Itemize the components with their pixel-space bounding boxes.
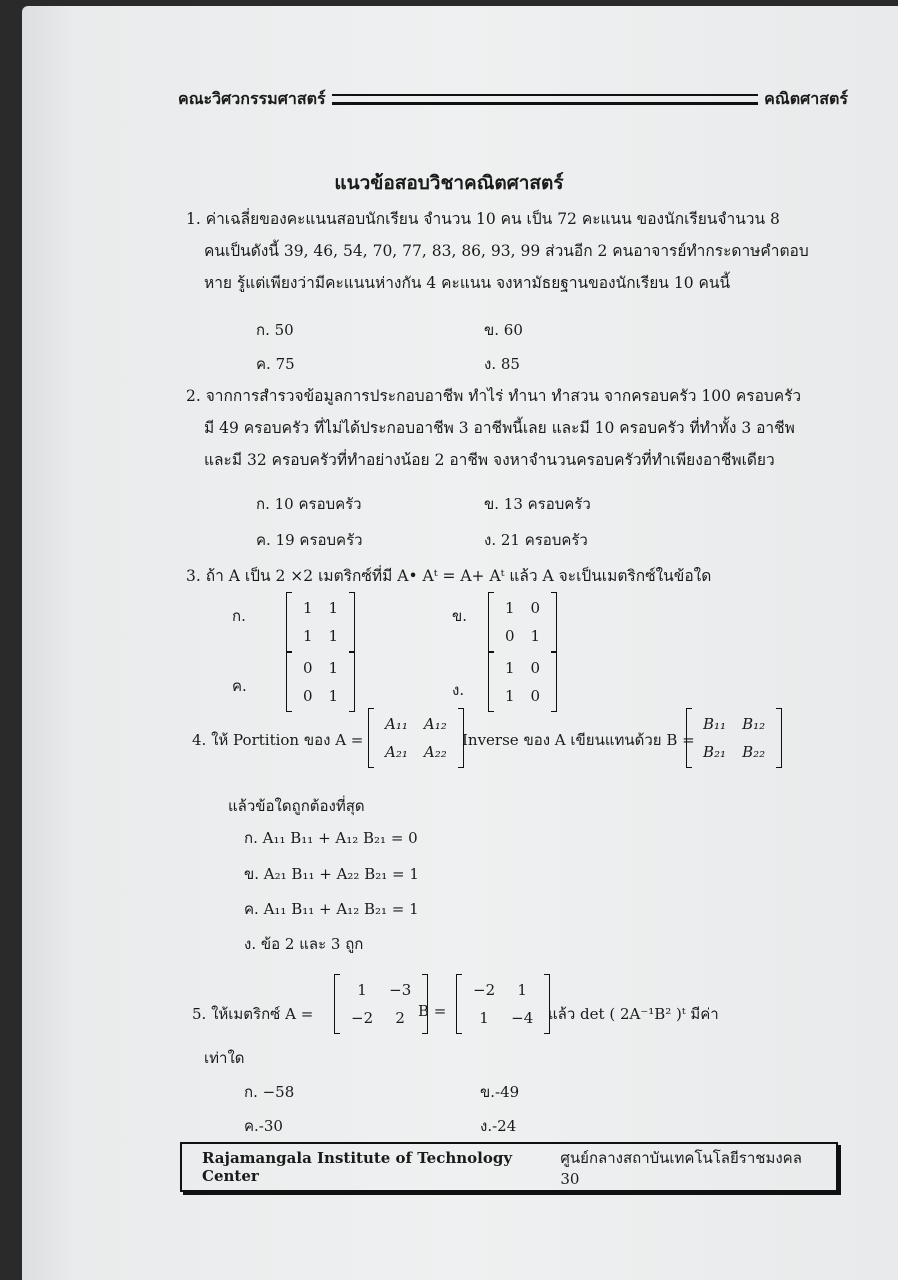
matrix-cell: 1 [479, 1009, 489, 1027]
matrix-cell: 1 [530, 627, 541, 645]
question-5-b-label: B = [418, 1002, 447, 1020]
q4-matrix-b [686, 708, 782, 768]
matrix-cell: 1 [328, 659, 339, 677]
matrix-cell: 0 [530, 659, 541, 677]
matrix-cell: 1 [517, 981, 527, 999]
matrix-cell: 1 [328, 599, 339, 617]
q5-matrix-a [334, 974, 428, 1034]
matrix-cell: 1 [505, 599, 515, 617]
q1-choice-a: ก. 50 [256, 321, 294, 339]
question-2-line-2: มี 49 ครอบครัว ที่ไม่ได้ประกอบอาชีพ 3 อาชีพนี้เลย และมี 10 ครอบครัว ที่ทำทั้ง 3 อาชีพ [204, 419, 795, 437]
question-2-line-3: และมี 32 ครอบครัวที่ทำอย่างน้อย 2 อาชีพ จงหาจำนวนครอบครัวที่ทำเพียงอาชีพเดียว [204, 451, 775, 469]
header-rule [332, 94, 759, 105]
matrix-cell: A₂₂ [423, 743, 447, 761]
q5-choice-d: ง.-24 [480, 1117, 517, 1135]
matrix-cell: 1 [357, 981, 367, 999]
question-3 [186, 560, 711, 592]
matrix-cell: 0 [530, 599, 541, 617]
question-1 [186, 203, 809, 299]
footer-institute-en: Rajamangala Institute of Technology Center [202, 1149, 513, 1185]
matrix-cell: B₂₂ [742, 743, 766, 761]
q3-label-d: ง. [452, 681, 465, 699]
question-1-line-3: หาย รู้แต่เพียงว่ามีคะแนนห่างกัน 4 คะแนน จงหามัธยฐานของนักเรียน 10 คนนี้ [204, 274, 731, 292]
q4-choice-d: ง. ข้อ 2 และ 3 ถูก [244, 935, 364, 953]
matrix-cell: 1 [328, 627, 339, 645]
q4-choice-a: ก. A₁₁ B₁₁ + A₁₂ B₂₁ = 0 [244, 829, 418, 847]
q1-choice-b: ข. 60 [484, 321, 523, 339]
matrix-cell: 0 [303, 659, 313, 677]
page-footer [180, 1142, 838, 1192]
footer-institute-th: ศูนย์กลางสถาบันเทคโนโลยีราชมงคล 30 [560, 1149, 802, 1188]
matrix-cell: 1 [505, 687, 515, 705]
question-2-line-1: 2. จากการสำรวจข้อมูลการประกอบอาชีพ ทำไร่ ทำนา ทำสวน จากครอบครัว 100 ครอบครัว [186, 387, 802, 405]
matrix-cell: 1 [303, 599, 313, 617]
question-4-prefix: 4. ให้ Portition ของ A = [192, 731, 364, 749]
matrix-cell: 1 [303, 627, 313, 645]
q2-choice-b: ข. 13 ครอบครัว [484, 495, 591, 513]
q3-matrix-c [286, 652, 355, 712]
matrix-cell: 0 [303, 687, 313, 705]
matrix-cell: B₁₁ [703, 715, 727, 733]
q4-choice-c: ค. A₁₁ B₁₁ + A₁₂ B₂₁ = 1 [244, 900, 419, 918]
question-4-question: แล้วข้อใดถูกต้องที่สุด [228, 797, 365, 815]
q5-choice-b: ข.-49 [480, 1083, 520, 1101]
matrix-cell: 0 [505, 627, 515, 645]
matrix-cell: A₂₁ [385, 743, 408, 761]
question-5-prefix: 5. ให้เมตริกซ์ A = [192, 1005, 314, 1023]
question-1-line-2: คนเป็นดังนี้ 39, 46, 54, 70, 77, 83, 86, 93, 99 ส่วนอีก 2 คนอาจารย์ทำกระดาษคำตอบ [204, 242, 809, 260]
question-1-line-1: 1. ค่าเฉลี่ยของคะแนนสอบนักเรียน จำนวน 10 คน เป็น 72 คะแนน ของนักเรียนจำนวน 8 [186, 210, 780, 228]
q2-choice-d: ง. 21 ครอบครัว [484, 531, 588, 549]
matrix-cell: 2 [395, 1009, 405, 1027]
q2-choice-c: ค. 19 ครอบครัว [256, 531, 363, 549]
matrix-cell: 0 [530, 687, 541, 705]
matrix-cell: A₁₂ [423, 715, 447, 733]
matrix-cell: −4 [511, 1009, 534, 1027]
page-title: แนวข้อสอบวิชาคณิตศาสตร์ [334, 172, 564, 194]
header-subject: คณิตศาสตร์ [764, 88, 848, 108]
matrix-cell: 1 [505, 659, 515, 677]
matrix-cell: −2 [473, 981, 496, 999]
question-3-line: 3. ถ้า A เป็น 2 ×2 เมตริกซ์ที่มี A• Aᵗ = A+ Aᵗ แล้ว A จะเป็นเมตริกซ์ในข้อใด [186, 567, 712, 585]
q1-choice-d: ง. 85 [484, 355, 520, 373]
q5-choice-c: ค.-30 [244, 1117, 283, 1135]
matrix-cell: A₁₁ [385, 715, 408, 733]
q3-label-b: ข. [452, 607, 468, 625]
q4-matrix-a [368, 708, 464, 768]
page-header [178, 84, 848, 114]
q3-matrix-a [286, 592, 355, 652]
matrix-cell: 1 [328, 687, 339, 705]
matrix-cell: B₂₁ [703, 743, 727, 761]
matrix-cell: −2 [351, 1009, 374, 1027]
question-5-cont: เท่าใด [204, 1049, 245, 1067]
header-faculty: คณะวิศวกรรมศาสตร์ [178, 88, 326, 108]
question-4-middle: Inverse ของ A เขียนแทนด้วย B = [462, 731, 695, 749]
q3-label-c: ค. [232, 677, 247, 695]
q4-choice-b: ข. A₂₁ B₁₁ + A₂₂ B₂₁ = 1 [244, 865, 419, 883]
q5-matrix-b [456, 974, 550, 1034]
q5-choice-a: ก. −58 [244, 1083, 295, 1101]
q3-matrix-d [488, 652, 557, 712]
q1-choice-c: ค. 75 [256, 355, 295, 373]
question-2 [186, 380, 801, 476]
question-5-suffix: แล้ว det ( 2A⁻¹B² )ᵗ มีค่า [548, 1005, 719, 1023]
q3-label-a: ก. [232, 607, 246, 625]
q3-matrix-b [488, 592, 557, 652]
q2-choice-a: ก. 10 ครอบครัว [256, 495, 362, 513]
matrix-cell: −3 [389, 981, 412, 999]
matrix-cell: B₁₂ [742, 715, 766, 733]
